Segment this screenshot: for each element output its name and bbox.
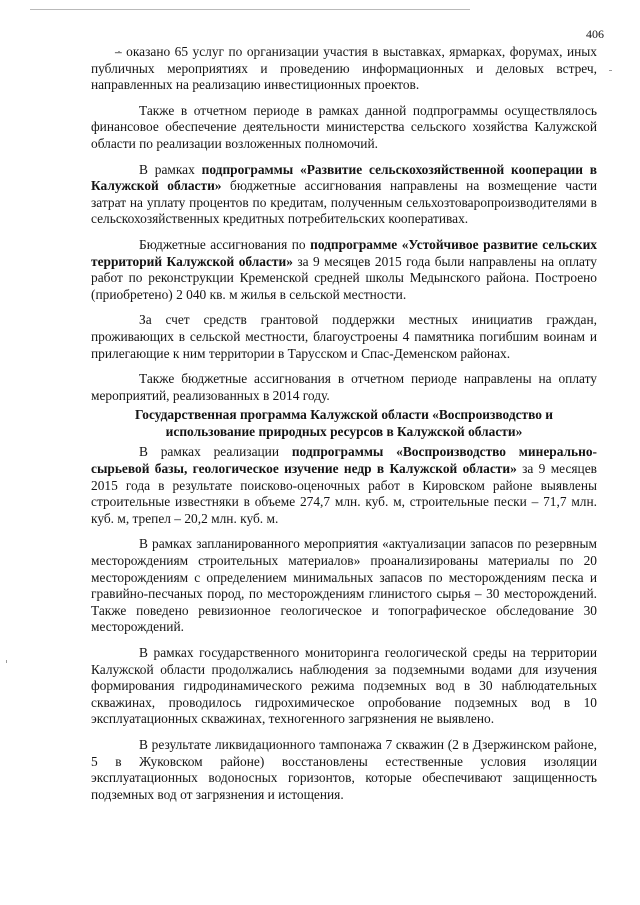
paragraph-text: В рамках bbox=[139, 161, 202, 177]
paragraph-text: – оказано 65 услуг по организации участия в выставках, ярмарках, форумах, иных публичных мероприятиях и проведению информационных и деловых встреч, направленных на реализацию инвестиционных проектов. bbox=[91, 44, 597, 93]
paragraph-text: За счет средств грантовой поддержки местных инициатив граждан, проживающих в сельской местности, благоустроены 4 памятника погибшим воинам и прилегающие к ним территории в Тарусском и Спас-Деменском районах. bbox=[91, 312, 597, 361]
paragraph-text: Также в отчетном периоде в рамках данной подпрограммы осуществлялось финансовое обеспечение деятельности министерства сельского хозяйства Калужской области по реализации возложенных полномочий. bbox=[91, 102, 597, 151]
paragraph-text: бюджетные ассигнования направлены на возмещение части затрат на уплату процентов по кредитам, полученным сельхозтоваропроизводителями в сельскохозяйственных кредитных потребительских кооперативах. bbox=[91, 178, 597, 227]
scan-speck bbox=[609, 70, 612, 71]
paragraph-text: Также бюджетные ассигнования в отчетном периоде направлены на оплату мероприятий, реализованных в 2014 году. bbox=[91, 371, 597, 403]
paragraph-text: за 9 месяцев 2015 года в результате поисково-оценочных работ в Кировском районе выявлены строительные известняки в объеме 274,7 млн. куб. м, строительные пески – 71,7 млн. куб. м, трепел – 20,2 млн. куб. м. bbox=[91, 461, 597, 526]
paragraph bbox=[91, 162, 597, 228]
paragraph bbox=[91, 44, 597, 94]
subprogram-name: подпрограммы «Воспроизводство минерально-сырьевой базы, геологическое изучение недр в Калужской области» bbox=[91, 444, 597, 477]
subprogram-name: подпрограммы «Развитие сельскохозяйственной кооперации в Калужской области» bbox=[91, 161, 597, 194]
paragraph-text: В рамках государственного мониторинга геологической среды на территории Калужской области продолжались наблюдения за подземными водами для изучения формирования гидродинамического режима подземных вод в 30 наблюдательных скважинах, проводилось гидрохимическое опробование подземных вод в 10 эксплуатационных скважинах, техногенного загрязнения не выявлено. bbox=[91, 645, 597, 727]
paragraph-text: Бюджетные ассигнования по bbox=[139, 236, 311, 252]
scan-border-line bbox=[30, 9, 470, 10]
paragraph bbox=[91, 103, 597, 153]
paragraph-text: за 9 месяцев 2015 года были направлены на оплату работ по реконструкции Кременской средней школы Медынского района. Построено (приобретено) 2 040 кв. м жилья в сельской местности. bbox=[91, 253, 598, 302]
scan-speck bbox=[6, 660, 7, 663]
paragraph bbox=[91, 237, 597, 303]
paragraph bbox=[91, 444, 597, 527]
subprogram-name: подпрограмме «Устойчивое развитие сельских территорий Калужской области» bbox=[91, 236, 598, 269]
paragraph-text: В рамках запланированного мероприятия «актуализации запасов по резервным месторождениям строительных материалов» проанализированы материалы по 20 месторождениям с определением минимальных запасов по месторождениям песка и гравийно-песчаных пород, по месторождениям глинистого сырья – 30 месторождений. Также поведено ревизионное геологическое и топографическое обследование 30 месторождений. bbox=[91, 536, 597, 635]
paragraph bbox=[91, 737, 597, 803]
page-number: 406 bbox=[586, 27, 604, 41]
paragraph bbox=[91, 645, 597, 728]
paragraph-text: В рамках реализации bbox=[139, 444, 292, 460]
document-body bbox=[91, 44, 597, 812]
section-heading: Государственная программа Калужской области «Воспроизводство и использование природных ресурсов в Калужской области» bbox=[134, 407, 554, 439]
paragraph bbox=[91, 536, 597, 636]
paragraph-text: В результате ликвидационного тампонажа 7 скважин (2 в Дзержинском районе, 5 в Жуковском районе) восстановлены естественные условия изоляции эксплуатационных водоносных горизонтов, которые обеспечивают защищенность подземных вод от загрязнения и истощения. bbox=[91, 736, 597, 802]
paragraph bbox=[91, 312, 597, 362]
paragraph bbox=[91, 371, 597, 404]
